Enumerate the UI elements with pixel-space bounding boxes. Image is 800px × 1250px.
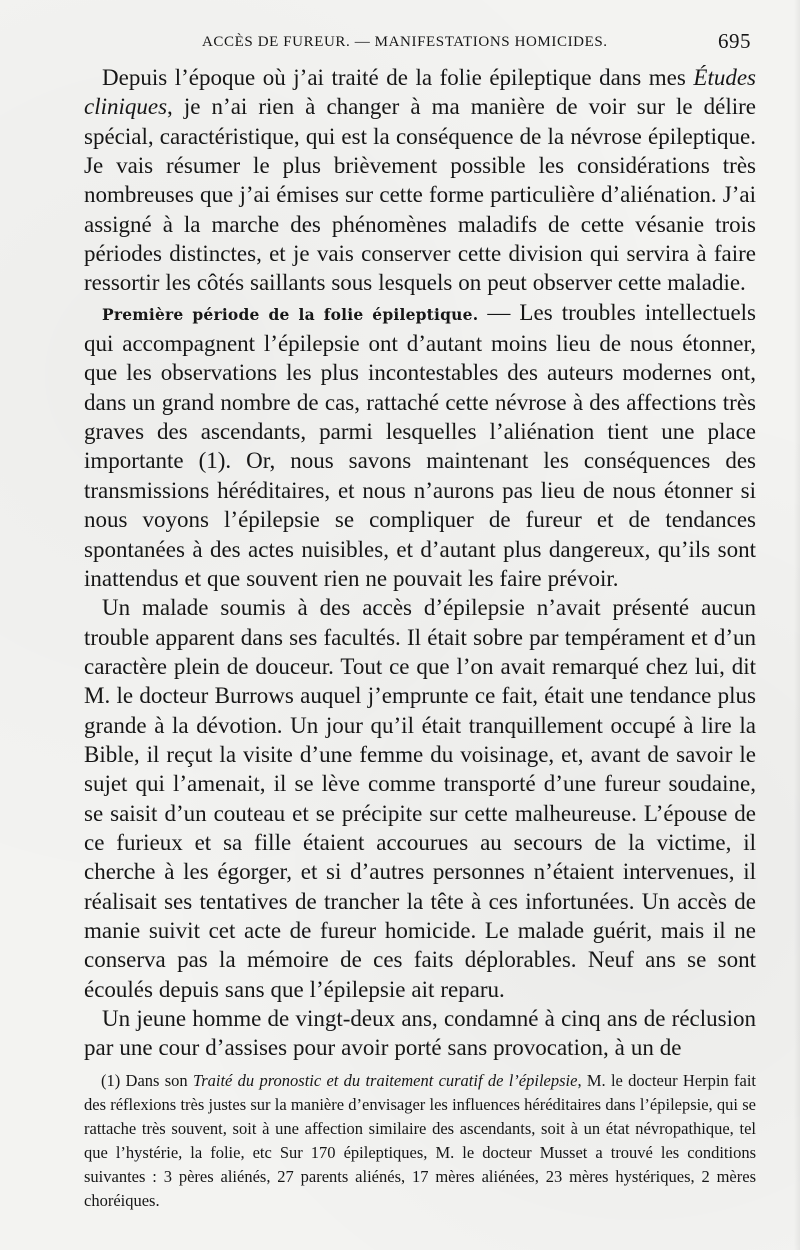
footnote-1-text-b: , M. le docteur Herpin fait des réflexions très justes sur la manière d’envisager les influences héréditaires dans l’épilepsie, qui se rattache très souvent, soit à une affection similaire des ascendants, soit à un état névropathique, tel que l’hystérie, la folie, etc Sur 170 épileptiques, M. le docteur Musset a trouvé les conditions suivantes : 3 pères aliénés, 27 parents aliénés, 17 mères aliénées, 23 mères hystériques, 2 mères choréiques. xyxy=(84,1071,757,1211)
page-header xyxy=(85,30,755,60)
footnote-1-text-a: (1) Dans son xyxy=(101,1071,193,1090)
section-heading-first-period: Première période de la folie épileptique. xyxy=(102,304,479,324)
paragraph-3 xyxy=(84,593,756,1004)
paragraph-3-text: Un malade soumis à des accès d’épilepsie n’avait présenté aucun trouble apparent dans ses facultés. Il était sobre par tempérament et d’un caractère plein de douceur. Tout ce que l’on avait remarqué chez lui, dit M. le docteur Burrows auquel j’emprunte ce fait, était une tendance plus grande à la dévotion. Un jour qu’il était tranquillement occupé à lire la Bible, il reçut la visite d’une femme du voisinage, et, avant de savoir le sujet qui l’amenait, il se lève comme transporté d’une fureur soudaine, se saisit d’un couteau et se précipite sur cette malheureuse. L’épouse de ce furieux et sa fille étaient accourues au secours de la victime, il cherche à les égorger, et si d’autres personnes n’étaient intervenues, il réalisait ses tentatives de trancher la tête à ces infortunées. Un accès de manie suivit cet acte de fureur homicide. Le malade guérit, mais il ne conserva pas la mémoire de ces faits déplorables. Neuf ans se sont écoulés depuis sans que l’épilepsie ait reparu. xyxy=(84,595,756,1002)
paragraph-1-text-a: Depuis l’époque où j’ai traité de la folie épileptique dans mes xyxy=(102,65,694,90)
paragraph-1 xyxy=(84,63,756,298)
paragraph-4-text: Un jeune homme de vingt-deux ans, condamné à cinq ans de réclusion par une cour d’assises pour avoir porté sans provocation, à un de xyxy=(84,1006,756,1061)
paragraph-4 xyxy=(84,1004,756,1063)
footnote-1 xyxy=(84,1069,756,1214)
paragraph-2-text: — Les troubles intellectuels qui accompagnent l’épilepsie ont d’autant moins lieu de nous étonner, que les observations les plus incontestables des auteurs modernes ont, dans un grand nombre de cas, rattaché cette névrose à des affections très graves des ascendants, parmi lesquelles l’aliénation tient une place importante (1). Or, nous savons maintenant les conséquences des transmissions héréditaires, et nous n’aurons pas lieu de nous étonner si nous voyons l’épilepsie se compliquer de fureur et de tendances spontanées à des actes nuisibles, et d’autant plus dangereux, qu’ils sont inattendus et que souvent rien ne pouvait les faire prévoir. xyxy=(84,299,757,591)
italic-title-etudes-cliniques: Études cliniques xyxy=(84,65,756,120)
page-number: 695 xyxy=(718,29,751,53)
page-edge-shadow xyxy=(794,0,800,1250)
running-head: ACCÈS DE FUREUR. — MANIFESTATIONS HOMICIDES. xyxy=(202,34,608,50)
footnote-area xyxy=(84,1069,756,1214)
italic-title-traite: Traité du pronostic et du traitement curatif de l’épilepsie xyxy=(192,1071,578,1090)
main-text xyxy=(84,63,756,1063)
paragraph-1-text-b: , je n’ai rien à changer à ma manière de voir sur le délire spécial, caractéristique, qui est la conséquence de la névrose épileptique. Je vais résumer le plus brièvement possible les considérations très nombreuses que j’ai émises sur cette forme particulière d’aliénation. J’ai assigné à la marche des phénomènes maladifs de cette vésanie trois périodes distinctes, et je vais conserver cette division qui servira à faire ressortir les côtés saillants sous lesquels on peut observer cette maladie. xyxy=(84,94,756,296)
paragraph-2 xyxy=(84,298,756,593)
